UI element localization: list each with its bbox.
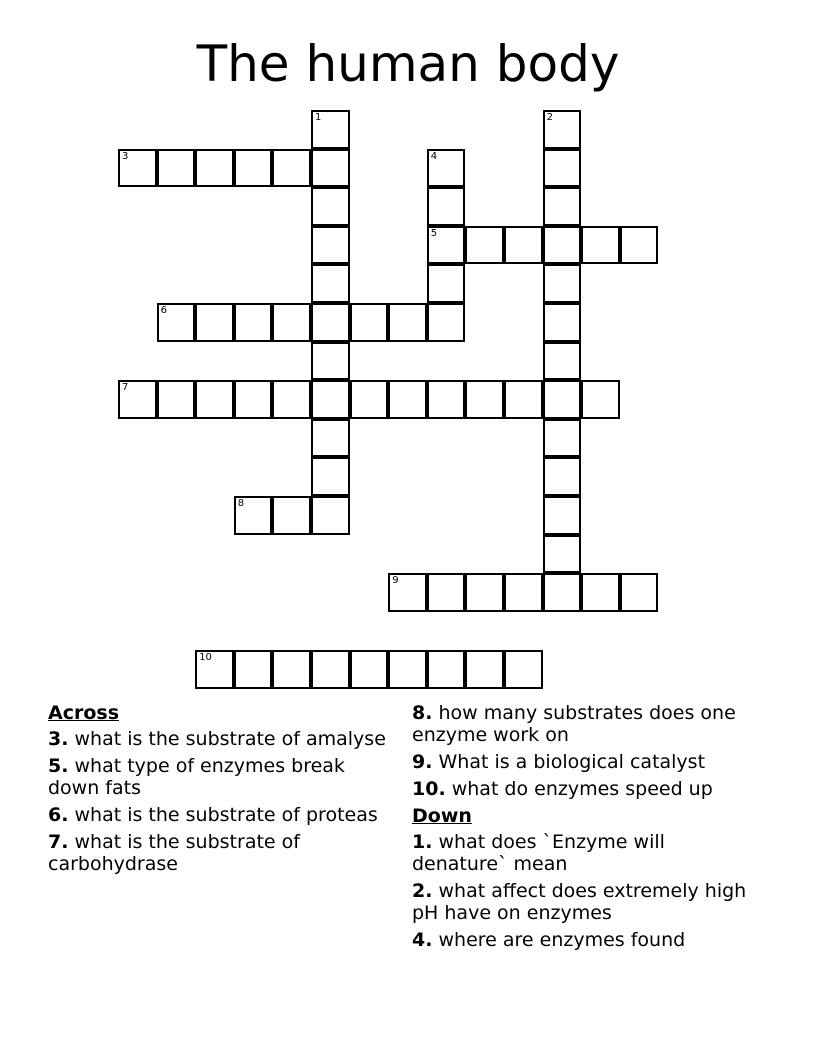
cell-number: 6 xyxy=(160,305,167,316)
clue-number: 5. xyxy=(48,755,69,777)
grid-cell[interactable] xyxy=(195,650,234,689)
grid-cell[interactable] xyxy=(234,380,273,419)
grid-cell[interactable] xyxy=(272,650,311,689)
grid-cell[interactable] xyxy=(350,650,389,689)
grid-cell[interactable] xyxy=(350,303,389,342)
grid-cell[interactable] xyxy=(427,380,466,419)
grid-cell[interactable] xyxy=(581,226,620,265)
grid-cell[interactable] xyxy=(504,573,543,612)
across-clue-3 xyxy=(48,728,388,750)
grid-cell[interactable] xyxy=(620,226,659,265)
grid-cell[interactable] xyxy=(543,380,582,419)
grid-cell[interactable] xyxy=(388,650,427,689)
grid-cell[interactable] xyxy=(543,187,582,226)
grid-cell[interactable] xyxy=(234,650,273,689)
cell-number: 10 xyxy=(199,652,212,664)
down-heading: Down xyxy=(412,805,472,827)
grid-cell[interactable] xyxy=(543,496,582,535)
grid-cell[interactable] xyxy=(543,110,582,149)
grid-cell[interactable] xyxy=(504,226,543,265)
grid-cell[interactable] xyxy=(465,650,504,689)
down-clue-2 xyxy=(412,880,752,924)
grid-cell[interactable] xyxy=(388,303,427,342)
grid-cell[interactable] xyxy=(620,573,659,612)
cell-number: 1 xyxy=(315,112,322,123)
grid-cell[interactable] xyxy=(581,573,620,612)
clue-number: 3. xyxy=(48,728,69,750)
cell-number: 2 xyxy=(546,112,553,123)
clue-number: 10. xyxy=(412,778,446,800)
clue-text: What is a biological catalyst xyxy=(438,751,706,773)
grid-cell[interactable] xyxy=(543,303,582,342)
grid-cell[interactable] xyxy=(272,303,311,342)
grid-cell[interactable] xyxy=(157,303,196,342)
grid-cell[interactable] xyxy=(311,110,350,149)
grid-cell[interactable] xyxy=(427,149,466,188)
cell-number: 7 xyxy=(122,382,129,394)
grid-cell[interactable] xyxy=(118,149,157,188)
grid-cell[interactable] xyxy=(157,149,196,188)
clues-column-right xyxy=(412,702,752,956)
grid-cell[interactable] xyxy=(311,342,350,381)
clue-number: 2. xyxy=(412,880,433,902)
clue-text: what do enzymes speed up xyxy=(451,778,713,800)
clue-number: 4. xyxy=(412,929,433,951)
grid-cell[interactable] xyxy=(427,303,466,342)
grid-cell[interactable] xyxy=(311,303,350,342)
across-clue-7 xyxy=(48,831,388,875)
grid-cell[interactable] xyxy=(195,303,234,342)
grid-cell[interactable] xyxy=(311,457,350,496)
grid-cell[interactable] xyxy=(543,226,582,265)
clue-text: what is the substrate of proteas xyxy=(74,804,378,826)
grid-cell[interactable] xyxy=(465,573,504,612)
clue-number: 1. xyxy=(412,831,433,853)
puzzle-title: The human body xyxy=(196,35,620,93)
clue-number: 7. xyxy=(48,831,69,853)
grid-cell[interactable] xyxy=(350,380,389,419)
cell-number: 9 xyxy=(392,575,399,587)
cell-number: 3 xyxy=(122,150,129,162)
down-clue-4 xyxy=(412,929,752,951)
cell-number: 8 xyxy=(237,498,245,509)
grid-cell[interactable] xyxy=(581,380,620,419)
grid-cell[interactable] xyxy=(388,380,427,419)
grid-cell[interactable] xyxy=(543,264,582,303)
across-heading: Across xyxy=(48,702,120,724)
grid-cell[interactable] xyxy=(543,457,582,496)
grid-cell[interactable] xyxy=(465,226,504,265)
clue-number: 8. xyxy=(412,702,433,724)
clue-text: where are enzymes found xyxy=(438,929,686,951)
clue-text: how many substrates does one enzyme work on xyxy=(412,702,736,746)
grid-cell[interactable] xyxy=(465,380,504,419)
grid-cell[interactable] xyxy=(388,573,427,612)
grid-cell[interactable] xyxy=(311,380,350,419)
grid-cell[interactable] xyxy=(427,187,466,226)
grid-cell[interactable] xyxy=(543,419,582,458)
clue-text: what does `Enzyme will denature` mean xyxy=(412,831,665,875)
grid-cell[interactable] xyxy=(504,650,543,689)
grid-cell[interactable] xyxy=(311,187,350,226)
grid-cell[interactable] xyxy=(272,496,311,535)
clue-number: 9. xyxy=(412,751,433,773)
across-clue-5 xyxy=(48,755,388,799)
clue-text: what is the substrate of amalyse xyxy=(74,728,386,750)
across-clue-8 xyxy=(412,702,752,746)
grid-cell[interactable] xyxy=(234,303,273,342)
grid-cell[interactable] xyxy=(427,573,466,612)
cell-number: 4 xyxy=(430,150,438,162)
clue-text: what is the substrate of carbohydrase xyxy=(48,831,300,875)
across-clue-9 xyxy=(412,751,752,773)
grid-cell[interactable] xyxy=(272,380,311,419)
clue-text: what type of enzymes break down fats xyxy=(48,755,345,799)
grid-cell[interactable] xyxy=(543,535,582,574)
grid-cell[interactable] xyxy=(543,573,582,612)
grid-cell[interactable] xyxy=(234,149,273,188)
grid-cell[interactable] xyxy=(543,342,582,381)
grid-cell[interactable] xyxy=(311,650,350,689)
grid-cell[interactable] xyxy=(157,380,196,419)
across-clue-10 xyxy=(412,778,752,800)
clue-text: what affect does extremely high pH have on enzymes xyxy=(412,880,747,924)
grid-cell[interactable] xyxy=(195,149,234,188)
grid-cell[interactable] xyxy=(234,496,273,535)
grid-cell[interactable] xyxy=(427,226,466,265)
grid-cell[interactable] xyxy=(543,149,582,188)
clue-number: 6. xyxy=(48,804,69,826)
grid-cell[interactable] xyxy=(118,380,157,419)
grid-cell[interactable] xyxy=(504,380,543,419)
grid-cell[interactable] xyxy=(311,264,350,303)
grid-cell[interactable] xyxy=(195,380,234,419)
grid-cell[interactable] xyxy=(311,149,350,188)
clues-column-left xyxy=(48,702,388,880)
across-clue-6 xyxy=(48,804,388,826)
down-clue-1 xyxy=(412,831,752,875)
grid-cell[interactable] xyxy=(311,496,350,535)
grid-cell[interactable] xyxy=(427,650,466,689)
grid-cell[interactable] xyxy=(311,419,350,458)
grid-cell[interactable] xyxy=(427,264,466,303)
grid-cell[interactable] xyxy=(272,149,311,188)
cell-number: 5 xyxy=(430,227,438,239)
grid-cell[interactable] xyxy=(311,226,350,265)
